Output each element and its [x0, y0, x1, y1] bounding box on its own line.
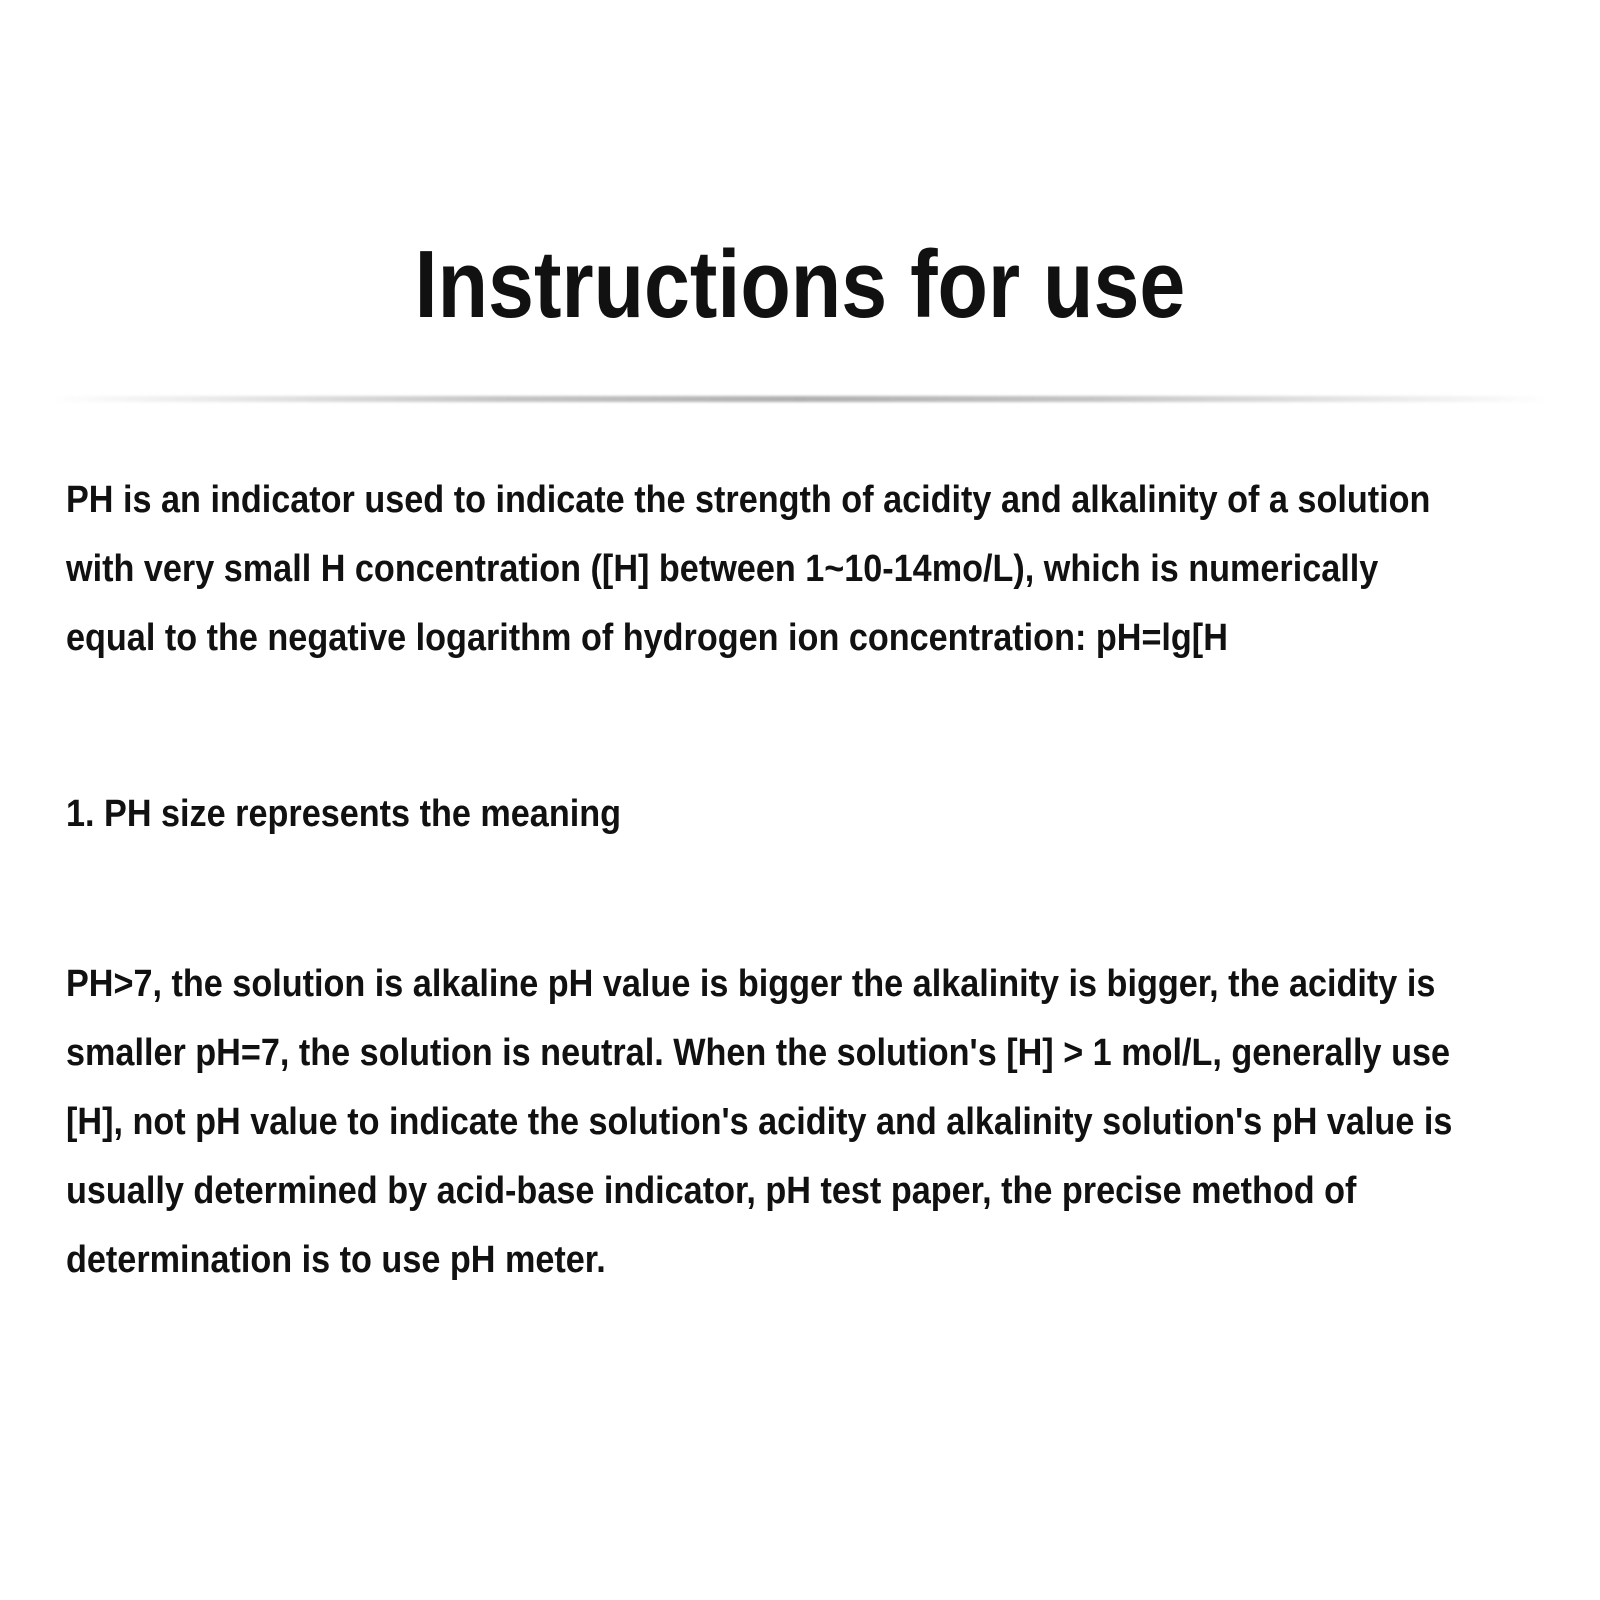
paragraph-line: determination is to use pH meter. [66, 1239, 606, 1281]
page-title: Instructions for use [414, 231, 1186, 338]
paragraph-line: PH>7, the solution is alkaline pH value is bigger the alkalinity is bigger, the acidity is [66, 963, 1436, 1005]
title-divider [50, 396, 1550, 402]
section-heading [66, 780, 1542, 849]
paragraph-line: usually determined by acid-base indicator, pH test paper, the precise method of [66, 1170, 1357, 1212]
paragraph-line: PH is an indicator used to indicate the strength of acidity and alkalinity of a solution [66, 479, 1431, 521]
ph-description-paragraph [66, 950, 1542, 1295]
intro-paragraph [66, 466, 1542, 673]
paragraph-line: smaller pH=7, the solution is neutral. When the solution's [H] > 1 mol/L, generally use [66, 1032, 1451, 1074]
section-heading-text: 1. PH size represents the meaning [66, 793, 622, 835]
paragraph-line: with very small H concentration ([H] between 1~10-14mo/L), which is numerically [66, 548, 1379, 590]
paragraph-line: [H], not pH value to indicate the solution's acidity and alkalinity solution's pH value is [66, 1101, 1453, 1143]
paragraph-line: equal to the negative logarithm of hydrogen ion concentration: pH=lg[H [66, 617, 1228, 659]
